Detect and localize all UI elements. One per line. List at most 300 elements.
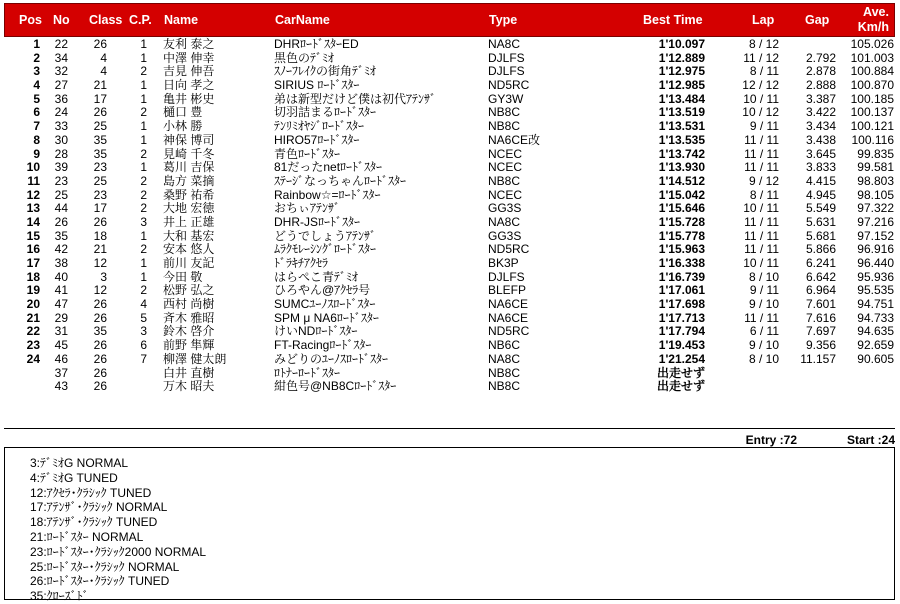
row-driver: 見崎 千冬: [163, 146, 215, 161]
row-class: 26: [93, 351, 107, 366]
row-cp: 6: [140, 338, 147, 353]
header-pos: Pos: [19, 13, 42, 27]
row-car-no: 37: [54, 365, 68, 380]
row-class: 25: [93, 173, 107, 188]
row-type: NA6CE改: [488, 132, 541, 147]
table-row: [0, 93, 900, 107]
table-row: [0, 339, 900, 353]
row-lap: 12 / 12: [742, 78, 779, 93]
row-carname: ｽﾉｰﾌﾚｲｸの街角ﾃﾞﾐｵ: [274, 64, 377, 79]
header-ave-line2: Km/h: [857, 20, 889, 34]
row-class: 12: [93, 256, 107, 270]
row-pos: 23: [26, 338, 40, 353]
row-car-no: 35: [54, 228, 68, 243]
row-carname: 青色ﾛｰﾄﾞｽﾀｰ: [274, 146, 341, 161]
row-class: 26: [93, 297, 107, 312]
row-pos: 17: [26, 256, 40, 270]
class-legend-item: 25:ﾛｰﾄﾞｽﾀｰ･ｸﾗｼｯｸ NORMAL: [30, 559, 180, 574]
row-gap: 4.945: [805, 187, 836, 202]
row-carname: SIRIUS ﾛｰﾄﾞｽﾀｰ: [274, 78, 360, 93]
row-car-no: 36: [54, 91, 68, 106]
row-lap: 11 / 11: [744, 160, 779, 175]
table-row: [0, 298, 900, 312]
table-row: [0, 65, 900, 79]
row-cp: 2: [140, 146, 147, 161]
row-lap: 11 / 11: [744, 310, 779, 325]
row-driver: 大和 基宏: [163, 228, 215, 243]
header-class: Class: [89, 13, 123, 27]
table-row: [0, 189, 900, 203]
row-pos: 1: [33, 37, 40, 51]
row-carname: 弟は新型だけど僕は初代ｱﾃﾝｻﾞ: [274, 91, 437, 106]
row-pos: 7: [33, 119, 40, 134]
row-cp: 1: [140, 91, 147, 106]
row-pos: 10: [26, 160, 40, 175]
row-lap: 9 / 12: [748, 173, 779, 188]
row-cp: 2: [140, 201, 147, 216]
row-best-time: 出走せず: [656, 365, 705, 380]
row-carname: どうでしょうｱﾃﾝｻﾞ: [274, 228, 377, 243]
row-lap: 8 / 11: [749, 64, 779, 79]
table-row: [0, 202, 900, 216]
row-ave-speed: 95.936: [857, 269, 894, 284]
row-gap: 3.645: [805, 146, 836, 161]
row-pos: 3: [33, 64, 40, 79]
row-lap: 8 / 10: [748, 351, 779, 366]
results-header: [4, 3, 895, 37]
row-carname: SUMCﾕｰﾉｽﾛｰﾄﾞｽﾀｰ: [274, 297, 376, 312]
row-best-time: 1'13.535: [658, 132, 705, 147]
row-lap: 10 / 11: [743, 91, 779, 106]
header-ave: [853, 4, 889, 36]
row-cp: 2: [140, 187, 147, 202]
row-gap: 7.601: [805, 297, 836, 312]
row-class: 26: [93, 37, 107, 51]
row-lap: 8 / 11: [749, 187, 779, 202]
row-type: NB8C: [488, 379, 521, 394]
row-pos: 21: [26, 310, 40, 325]
table-row: [0, 38, 900, 52]
row-driver: 井上 正雄: [163, 214, 215, 229]
row-best-time: 1'21.254: [658, 351, 705, 366]
row-car-no: 46: [54, 351, 68, 366]
row-car-no: 34: [54, 50, 68, 65]
row-best-time: 1'15.728: [658, 214, 705, 229]
row-class: 4: [100, 50, 107, 65]
header-cp: C.P.: [129, 13, 152, 27]
row-carname: おちぃｱﾃﾝｻﾞ: [274, 201, 341, 216]
row-type: ND5RC: [488, 324, 530, 339]
row-driver: 桑野 祐希: [163, 187, 215, 202]
header-gap: Gap: [805, 13, 830, 27]
row-cp: 2: [140, 105, 147, 120]
table-row: [0, 134, 900, 148]
table-row: [0, 161, 900, 175]
row-best-time: 1'16.338: [658, 256, 705, 270]
row-driver: 小林 勝: [163, 119, 203, 134]
row-car-no: 22: [54, 37, 68, 51]
row-type: NA8C: [488, 37, 521, 51]
row-lap: 11 / 11: [744, 242, 779, 257]
row-driver: 日向 孝之: [163, 78, 215, 93]
row-carname: DHR-JSﾛｰﾄﾞｽﾀｰ: [274, 214, 360, 229]
row-driver: 葛川 吉保: [163, 160, 215, 175]
row-carname: 81だったnetﾛｰﾄﾞｽﾀｰ: [274, 160, 383, 175]
row-cp: 1: [140, 160, 147, 175]
class-legend-item: 17:ｱﾃﾝｻﾞ･ｸﾗｼｯｸ NORMAL: [30, 500, 168, 515]
row-type: ND5RC: [488, 78, 530, 93]
table-row: [0, 230, 900, 244]
row-cp: 1: [140, 256, 147, 270]
row-gap: 5.866: [805, 242, 836, 257]
row-type: NCEC: [488, 160, 523, 175]
row-class: 26: [93, 365, 107, 380]
row-car-no: 32: [54, 64, 68, 79]
row-ave-speed: 97.216: [857, 214, 894, 229]
row-lap: 11 / 12: [743, 50, 779, 65]
row-carname: 切羽詰まるﾛｰﾄﾞｽﾀｰ: [274, 105, 377, 120]
row-lap: 11 / 11: [744, 214, 779, 229]
row-car-no: 44: [54, 201, 68, 216]
row-best-time: 1'15.646: [658, 201, 705, 216]
row-best-time: 1'17.061: [658, 283, 705, 298]
row-carname: ﾄﾞﾗｷﾁｱｸｾﾗ: [274, 256, 329, 270]
row-gap: 7.616: [805, 310, 836, 325]
row-pos: 16: [26, 242, 40, 257]
row-driver: 吉見 伸吾: [163, 64, 215, 79]
header-best-time: Best Time: [643, 13, 703, 27]
row-pos: 8: [33, 132, 40, 147]
row-lap: 8 / 12: [748, 37, 779, 51]
table-row: [0, 52, 900, 66]
header-type: Type: [489, 13, 518, 27]
row-carname: ﾃﾝﾘﾐｵﾔｼﾞﾛｰﾄﾞｽﾀｰ: [274, 119, 365, 134]
row-lap: 9 / 11: [749, 283, 779, 298]
row-ave-speed: 100.121: [850, 119, 894, 134]
row-driver: 亀井 彬史: [163, 91, 215, 106]
row-pos: 20: [26, 297, 40, 312]
row-type: NCEC: [488, 146, 523, 161]
row-carname: SPM μ NA6ﾛｰﾄﾞｽﾀｰ: [274, 310, 379, 325]
table-row: [0, 120, 900, 134]
table-row: [0, 79, 900, 93]
row-cp: 2: [140, 173, 147, 188]
row-cp: 7: [140, 351, 147, 366]
row-best-time: 1'13.484: [658, 91, 705, 106]
row-pos: 15: [26, 228, 40, 243]
table-row: [0, 325, 900, 339]
class-legend-item: 35:ｸﾛｰｽﾞﾄﾞ: [30, 589, 89, 604]
row-class: 23: [93, 160, 107, 175]
row-best-time: 1'16.739: [658, 269, 705, 284]
header-name: Name: [164, 13, 199, 27]
row-class: 23: [93, 187, 107, 202]
row-pos: 14: [26, 214, 40, 229]
row-pos: 22: [26, 324, 40, 339]
row-class: 26: [93, 379, 107, 394]
row-ave-speed: 101.003: [850, 50, 894, 65]
row-class: 17: [93, 91, 107, 106]
row-ave-speed: 100.870: [850, 78, 894, 93]
row-cp: 1: [140, 132, 147, 147]
results-table: [0, 38, 900, 394]
row-cp: 1: [140, 228, 147, 243]
row-pos: 5: [33, 91, 40, 106]
row-gap: 5.681: [805, 228, 836, 243]
row-class: 21: [93, 78, 107, 93]
class-legend-item: 26:ﾛｰﾄﾞｽﾀｰ･ｸﾗｼｯｸ TUNED: [30, 574, 170, 589]
row-type: GG3S: [488, 228, 522, 243]
row-gap: 6.642: [805, 269, 836, 284]
row-car-no: 27: [54, 78, 68, 93]
row-carname: みどりのﾕｰﾉｽﾛｰﾄﾞｽﾀｰ: [274, 351, 389, 366]
row-driver: 前川 友記: [163, 256, 215, 270]
row-car-no: 47: [54, 297, 68, 312]
row-gap: 2.792: [805, 50, 836, 65]
row-carname: ﾑﾗｸﾓﾚｰｼﾝｸﾞﾛｰﾄﾞｽﾀｰ: [274, 242, 377, 257]
row-best-time: 1'12.975: [658, 64, 705, 79]
row-carname: ｽﾃｰｼﾞなっちゃんﾛｰﾄﾞｽﾀｰ: [274, 173, 407, 188]
table-row: [0, 175, 900, 189]
row-driver: 前野 隼輝: [163, 338, 215, 353]
row-class: 4: [100, 64, 107, 79]
row-class: 17: [93, 201, 107, 216]
row-driver: 白井 直樹: [163, 365, 215, 380]
row-pos: 2: [33, 50, 40, 65]
row-carname: FT-Racingﾛｰﾄﾞｽﾀｰ: [274, 338, 372, 353]
row-cp: 5: [140, 310, 147, 325]
row-pos: 19: [26, 283, 40, 298]
row-pos: 12: [26, 187, 40, 202]
row-gap: 3.387: [805, 91, 836, 106]
row-driver: 鈴木 啓介: [163, 324, 215, 339]
row-type: GY3W: [488, 91, 524, 106]
table-row: [0, 380, 900, 394]
row-driver: 柳澤 健太朗: [163, 351, 227, 366]
row-driver: 西村 尚樹: [163, 297, 215, 312]
row-best-time: 1'14.512: [658, 173, 705, 188]
row-car-no: 42: [54, 242, 68, 257]
table-row: [0, 284, 900, 298]
row-driver: 大地 宏徳: [163, 201, 215, 216]
row-ave-speed: 94.733: [857, 310, 894, 325]
row-best-time: 1'17.794: [658, 324, 705, 339]
row-car-no: 28: [54, 146, 68, 161]
row-lap: 9 / 11: [749, 119, 779, 134]
row-ave-speed: 98.803: [857, 173, 894, 188]
row-best-time: 1'13.531: [658, 119, 705, 134]
row-ave-speed: 94.751: [857, 297, 894, 312]
row-carname: はらぺこ青ﾃﾞﾐｵ: [274, 269, 359, 284]
row-cp: 3: [140, 214, 147, 229]
table-row: [0, 216, 900, 230]
table-row: [0, 148, 900, 162]
table-row: [0, 271, 900, 285]
row-driver: 樋口 豊: [163, 105, 203, 120]
row-type: NA8C: [488, 351, 521, 366]
row-cp: 2: [140, 242, 147, 257]
row-carname: DHRﾛｰﾄﾞｽﾀｰED: [274, 37, 359, 51]
row-type: BK3P: [488, 256, 519, 270]
row-lap: 11 / 11: [744, 228, 779, 243]
row-pos: 13: [26, 201, 40, 216]
row-cp: 1: [140, 37, 147, 51]
row-ave-speed: 96.916: [857, 242, 894, 257]
row-class: 3: [100, 269, 107, 284]
row-car-no: 43: [54, 379, 68, 394]
row-cp: 1: [140, 119, 147, 134]
row-car-no: 30: [54, 132, 68, 147]
row-gap: 7.697: [805, 324, 836, 339]
header-ave-line1: Ave.: [863, 5, 889, 19]
class-legend-item: 21:ﾛｰﾄﾞｽﾀｰ NORMAL: [30, 529, 144, 544]
row-ave-speed: 96.440: [857, 256, 894, 270]
row-class: 35: [93, 324, 107, 339]
row-carname: HIRO57ﾛｰﾄﾞｽﾀｰ: [274, 132, 360, 147]
start-count: Start :24: [846, 433, 895, 447]
row-carname: ひろやん@ｱｸｾﾗ号: [274, 283, 371, 298]
row-lap: 8 / 10: [748, 269, 779, 284]
row-carname: 紺色号@NB8Cﾛｰﾄﾞｽﾀｰ: [274, 379, 397, 394]
row-car-no: 25: [54, 187, 68, 202]
class-legend-list: [30, 456, 206, 604]
row-driver: 斉木 雅昭: [163, 310, 215, 325]
row-ave-speed: 100.884: [850, 64, 894, 79]
row-cp: 1: [140, 269, 147, 284]
row-lap: 9 / 10: [748, 338, 779, 353]
row-lap: 11 / 11: [744, 146, 779, 161]
row-ave-speed: 95.535: [857, 283, 894, 298]
row-car-no: 39: [54, 160, 68, 175]
row-class: 26: [93, 310, 107, 325]
row-lap: 6 / 11: [749, 324, 779, 339]
row-best-time: 1'17.713: [658, 310, 705, 325]
row-car-no: 26: [54, 214, 68, 229]
row-type: DJLFS: [488, 50, 525, 65]
row-type: NB8C: [488, 173, 521, 188]
row-car-no: 23: [54, 173, 68, 188]
row-car-no: 24: [54, 105, 68, 120]
row-type: NA8C: [488, 214, 521, 229]
row-best-time: 1'12.889: [658, 50, 705, 65]
row-type: NCEC: [488, 187, 523, 202]
row-gap: 4.415: [805, 173, 836, 188]
row-car-no: 31: [54, 324, 68, 339]
row-driver: 松野 弘之: [163, 283, 215, 298]
row-driver: 安本 悠人: [163, 242, 215, 257]
row-car-no: 41: [54, 283, 68, 298]
row-cp: 4: [140, 297, 147, 312]
row-type: DJLFS: [488, 64, 525, 79]
row-class: 35: [93, 132, 107, 147]
row-class: 26: [93, 338, 107, 353]
row-ave-speed: 97.322: [857, 201, 894, 216]
row-class: 26: [93, 105, 107, 120]
row-best-time: 1'19.453: [658, 338, 705, 353]
row-type: NB8C: [488, 105, 521, 120]
entry-count: Entry :72: [745, 433, 797, 447]
row-car-no: 40: [54, 269, 68, 284]
row-driver: 島方 菜摘: [163, 173, 215, 188]
row-ave-speed: 99.581: [857, 160, 894, 175]
row-lap: 11 / 11: [744, 132, 779, 147]
row-car-no: 38: [54, 256, 68, 270]
row-gap: 11.157: [800, 351, 836, 366]
row-pos: 6: [33, 105, 40, 120]
table-row: [0, 257, 900, 271]
header-carname: CarName: [275, 13, 330, 27]
class-legend-item: 23:ﾛｰﾄﾞｽﾀｰ･ｸﾗｼｯｸ2000 NORMAL: [30, 544, 207, 559]
row-lap: 10 / 11: [743, 256, 779, 270]
row-cp: 3: [140, 324, 147, 339]
row-ave-speed: 100.185: [850, 91, 894, 106]
row-gap: 5.549: [805, 201, 836, 216]
row-cp: 2: [140, 283, 147, 298]
row-pos: 11: [27, 173, 40, 188]
class-legend-item: 3:ﾃﾞﾐｵG NORMAL: [30, 456, 129, 470]
row-type: NB8C: [488, 365, 521, 380]
row-ave-speed: 100.137: [850, 105, 894, 120]
row-carname: 黒色のﾃﾞﾐｵ: [274, 50, 335, 65]
row-pos: 9: [33, 146, 40, 161]
row-type: NA6CE: [488, 310, 529, 325]
row-lap: 9 / 10: [748, 297, 779, 312]
row-car-no: 33: [54, 119, 68, 134]
row-type: NB6C: [488, 338, 521, 353]
class-legend-item: 12:ｱｸｾﾗ･ｸﾗｼｯｸ TUNED: [30, 485, 152, 500]
row-best-time: 1'15.778: [658, 228, 705, 243]
row-cp: 1: [140, 78, 147, 93]
row-ave-speed: 97.152: [857, 228, 894, 243]
row-carname: ﾛﾄﾅｰﾛｰﾄﾞｽﾀｰ: [274, 365, 341, 380]
row-type: GG3S: [488, 201, 522, 216]
row-cp: 2: [140, 64, 147, 79]
row-type: ND5RC: [488, 242, 530, 257]
row-pos: 4: [33, 78, 40, 93]
row-pos: 24: [26, 351, 40, 366]
row-type: NB8C: [488, 119, 521, 134]
table-bottom-rule: [4, 428, 895, 429]
row-lap: 10 / 12: [742, 105, 779, 120]
row-carname: Rainbow☆=ﾛｰﾄﾞｽﾀｰ: [274, 187, 381, 202]
row-best-time: 1'15.963: [658, 242, 705, 257]
row-driver: 万木 昭夫: [163, 379, 215, 394]
row-gap: 9.356: [805, 338, 836, 353]
row-lap: 10 / 11: [743, 201, 779, 216]
row-type: DJLFS: [488, 269, 525, 284]
row-ave-speed: 94.635: [857, 324, 894, 339]
row-carname: けいNDﾛｰﾄﾞｽﾀｰ: [274, 324, 358, 339]
row-class: 25: [93, 119, 107, 134]
row-best-time: 1'15.042: [658, 187, 705, 202]
row-gap: 3.833: [805, 160, 836, 175]
row-class: 21: [93, 242, 107, 257]
row-class: 26: [93, 214, 107, 229]
row-class: 12: [93, 283, 107, 298]
row-car-no: 29: [54, 310, 68, 325]
row-driver: 中澤 伸幸: [163, 50, 215, 65]
table-row: [0, 353, 900, 367]
row-gap: 6.964: [805, 283, 836, 298]
row-class: 35: [93, 146, 107, 161]
row-gap: 6.241: [805, 256, 836, 270]
row-gap: 2.878: [805, 64, 836, 79]
table-row: [0, 312, 900, 326]
table-row: [0, 367, 900, 381]
row-gap: 3.422: [805, 105, 836, 120]
row-ave-speed: 99.835: [857, 146, 894, 161]
table-row: [0, 243, 900, 257]
